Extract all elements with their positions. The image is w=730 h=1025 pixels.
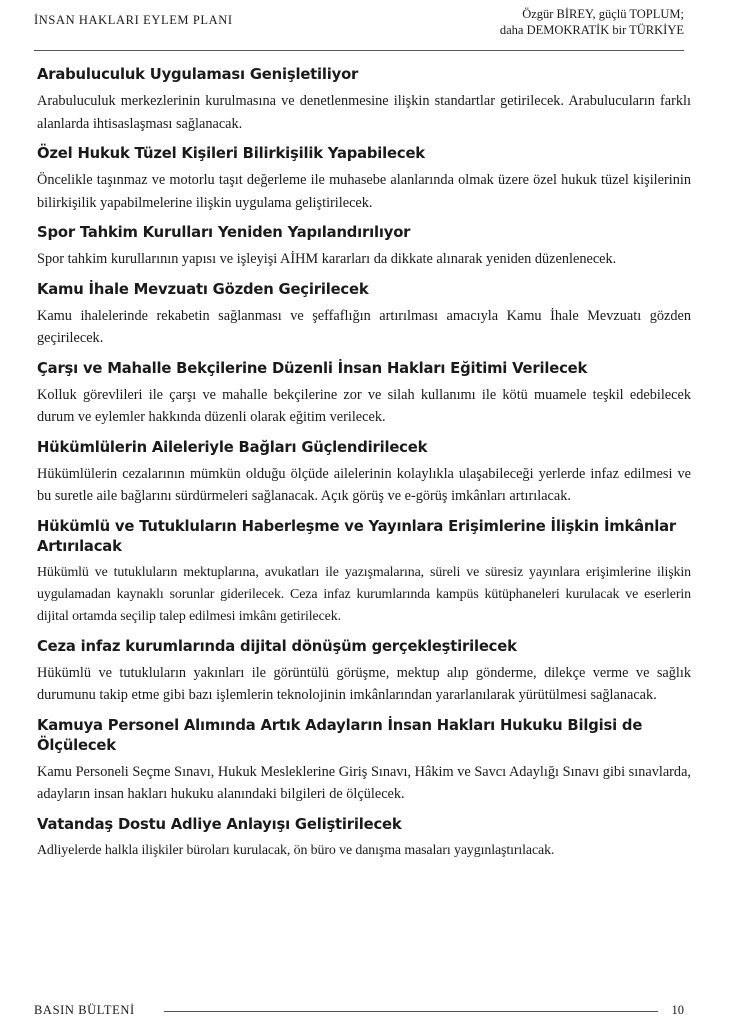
section-body: Hükümlü ve tutukluların yakınları ile görüntülü görüşme, mektup alıp gönderme, dilekçe verme ve sağlık durumunu takip etme gibi bazı işlemlerin teknolojinin imkânlarından yararlanılarak yürütülmesi sağlanacak. xyxy=(37,664,691,703)
section-body: Arabuluculuk merkezlerinin kurulmasına ve denetlenmesine ilişkin standartlar getirilecek. Arabulucuların farklı alanlarda ihtisaslaşması sağlanacak. xyxy=(37,93,691,132)
section-title: Arabuluculuk Uygulaması Genişletiliyor xyxy=(37,66,359,83)
section-body: Kamu ihalelerinde rekabetin sağlanması ve şeffaflığın artırılması amacıyla Kamu İhale Mevzuatı gözden geçirilecek. xyxy=(37,307,691,346)
section-title: Kamuya Personel Alımında Artık Adayların İnsan Hakları Hukuku Bilgisi de Ölçülecek xyxy=(37,716,643,754)
section-kamu-ihale xyxy=(37,280,691,350)
page-footer xyxy=(34,1003,684,1019)
section-body: Hükümlü ve tutukluların mektuplarına, avukatları ile yazışmalarına, süreli ve süresiz yayınlara erişimlerine ilişkin uygulamadan kaynaklı sorunlar giderilecek. Ceza infaz kurumlarında kampüs kütüphaneleri kurulacak ve eserlerin dijital ortamda seçilip talep edilmesi imkânı getirilecek. xyxy=(37,564,691,624)
footer-divider xyxy=(164,1011,658,1012)
section-title: Vatandaş Dostu Adliye Anlayışı Geliştirilecek xyxy=(37,815,402,833)
section-bekci-egitimi xyxy=(37,359,691,429)
section-haberlesme xyxy=(37,517,691,628)
section-title: Özel Hukuk Tüzel Kişileri Bilirkişilik Yapabilecek xyxy=(37,145,425,162)
section-body: Spor tahkim kurullarının yapısı ve işleyişi AİHM kararları da dikkate alınarak yeniden düzenlenecek. xyxy=(37,251,617,267)
section-title: Ceza infaz kurumlarında dijital dönüşüm gerçekleştirilecek xyxy=(37,637,517,655)
header-slogan-line2: daha DEMOKRATİK bir TÜRKİYE xyxy=(499,23,684,37)
section-spor-tahkim xyxy=(37,223,691,271)
section-title: Hükümlülerin Aileleriyle Bağları Güçlendirilecek xyxy=(37,438,428,456)
section-body: Adliyelerde halkla ilişkiler büroları kurulacak, ön büro ve danışma masaları yaygınlaştırılacak. xyxy=(37,842,555,858)
header-document-title: İNSAN HAKLARI EYLEM PLANI xyxy=(34,13,233,27)
section-body: Kamu Personeli Seçme Sınavı, Hukuk Mesleklerine Giriş Sınavı, Hâkim ve Savcı Adaylığı Sınavı gibi sınavlarda, adayların insan hakları hukuku alanındaki bilgileri de ölçülecek. xyxy=(37,763,691,802)
section-title: Kamu İhale Mevzuatı Gözden Geçirilecek xyxy=(37,280,369,298)
section-personel-alimi xyxy=(37,716,691,806)
page-header xyxy=(34,6,684,51)
section-title: Hükümlü ve Tutukluların Haberleşme ve Yayınlara Erişimlerine İlişkin İmkânlar Artırılacak xyxy=(37,517,677,555)
section-dijital-donusum xyxy=(37,637,691,707)
page-number: 10 xyxy=(671,1003,684,1017)
header-slogan xyxy=(500,6,684,38)
section-body: Hükümlülerin cezalarının mümkün olduğu ölçüde ailelerinin kolaylıkla ulaşabileceği yerlerde infaz edilmesi ve bu suretle aile bağlarını sürdürmeleri sağlanacak. Açık görüş ve e-görüş imkânları artırılacak. xyxy=(37,465,691,504)
section-title: Çarşı ve Mahalle Bekçilerine Düzenli İnsan Hakları Eğitimi Verilecek xyxy=(37,359,588,377)
header-slogan-line1: Özgür BİREY, güçlü TOPLUM; xyxy=(522,7,684,21)
section-bilirkisilik xyxy=(37,144,691,214)
section-body: Kolluk görevlileri ile çarşı ve mahalle bekçilerine zor ve silah kullanımı ile kötü muamele teşkil edebilecek durum ve eylemler hakkında düzenli olarak eğitim verilecek. xyxy=(37,386,691,425)
main-content xyxy=(37,65,691,871)
section-adliye xyxy=(37,815,691,862)
section-title: Spor Tahkim Kurulları Yeniden Yapılandırılıyor xyxy=(37,224,411,241)
section-aile-baglari xyxy=(37,438,691,508)
section-arabuluculuk xyxy=(37,65,691,135)
footer-label: BASIN BÜLTENİ xyxy=(34,1003,143,1018)
section-body: Öncelikle taşınmaz ve motorlu taşıt değerleme ile muhasebe alanlarında olmak üzere özel hukuk tüzel kişilerinin bilirkişilik yapabilmelerine ilişkin uygulama geliştirilecek. xyxy=(37,172,691,211)
